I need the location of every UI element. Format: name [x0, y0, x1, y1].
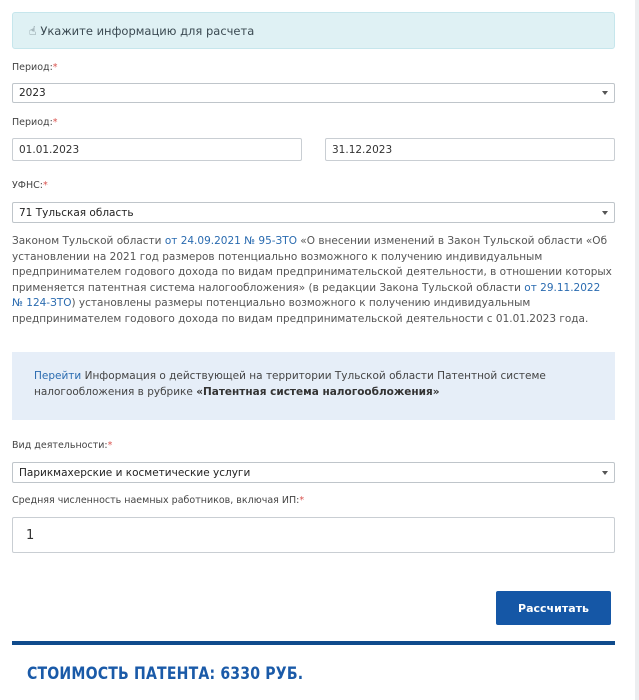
law-description: Законом Тульской области от 24.09.2021 № 95-ЗТО «О внесении изменений в Закон Тульской области «Об установлении на 2021 год размеров потенциально возможного к получению индивидуальным предпринимателем годового дохода по видам предпринимательской деятельности, в отношении которых применяется патентная система налогообложения» (в редакции Закона Тульской области от 29.11.2022 № 124-ЗТО) установлены размеры потенциально возможного к получению индивидуальным предпринимателем годового дохода по видам предпринимательской деятельности с 01.01.2023 года. — [12, 235, 612, 325]
law-link-95[interactable]: от 24.09.2021 № 95-ЗТО — [164, 235, 297, 247]
calculate-button[interactable]: Рассчитать — [496, 591, 611, 625]
scrollbar[interactable] — [635, 0, 639, 700]
period-year-label: Период:* — [12, 62, 58, 73]
date-to-input[interactable]: 31.12.2023 — [325, 138, 615, 161]
info-banner-text: Укажите информацию для расчета — [40, 23, 255, 38]
activity-label: Вид деятельности:* — [12, 440, 113, 451]
patent-info-notice: Перейти Информация о действующей на территории Тульской области Патентной системе налогообложения в рубрике «Патентная система налогообложения» — [12, 352, 615, 420]
employees-input[interactable]: 1 — [12, 517, 615, 553]
period-year-value: 2023 — [19, 87, 46, 99]
chevron-down-icon — [602, 211, 608, 215]
period-dates-label: Период:* — [12, 117, 58, 128]
activity-select[interactable] — [12, 462, 615, 483]
law-link-124[interactable]: от 29.11.2022 № 124-ЗТО — [12, 281, 601, 309]
result-divider — [12, 641, 615, 645]
go-link[interactable]: Перейти — [34, 370, 82, 382]
info-banner — [12, 12, 615, 49]
ufns-value: 71 Тульская область — [19, 206, 134, 219]
patent-rubric-title: «Патентная система налогообложения» — [196, 386, 440, 398]
patent-cost-result: СТОИМОСТЬ ПАТЕНТА: 6330 РУБ. — [27, 664, 304, 684]
chevron-down-icon — [602, 471, 608, 475]
ufns-label: УФНС:* — [12, 180, 48, 191]
date-from-input[interactable]: 01.01.2023 — [12, 138, 302, 161]
ufns-select[interactable] — [12, 202, 615, 223]
chevron-down-icon — [602, 91, 608, 95]
activity-value: Парикмахерские и косметические услуги — [19, 466, 251, 479]
employees-label: Средняя численность наемных работников, включая ИП:* — [12, 495, 305, 506]
period-year-select[interactable] — [12, 83, 615, 103]
hand-pointer-icon: ☝ — [29, 23, 37, 38]
